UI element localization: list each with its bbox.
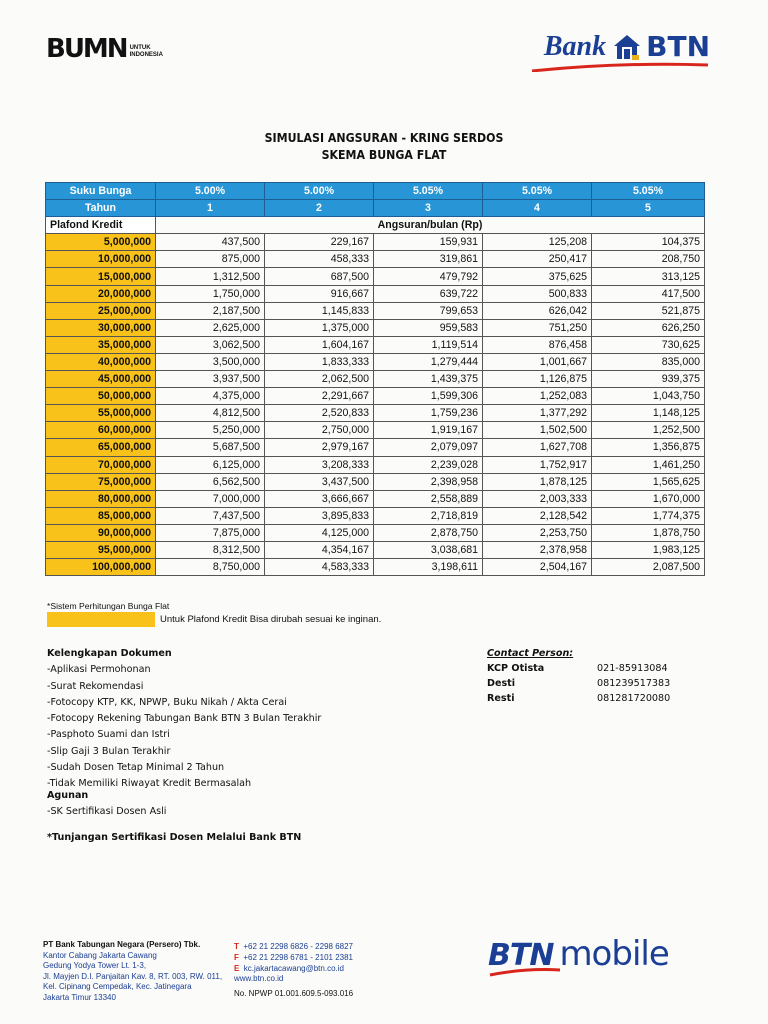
plafond-amount-cell: 100,000,000 bbox=[46, 559, 156, 576]
installment-cell: 2,378,958 bbox=[483, 541, 592, 558]
list-item: -Fotocopy Rekening Tabungan Bank BTN 3 Bulan Terakhir bbox=[47, 713, 322, 725]
installment-cell: 250,417 bbox=[483, 251, 592, 268]
collateral-item: -SK Sertifikasi Dosen Asli bbox=[47, 806, 167, 817]
installment-cell: 626,250 bbox=[592, 319, 705, 336]
table-row bbox=[46, 456, 705, 473]
angsuran-header: Angsuran/bulan (Rp) bbox=[156, 217, 705, 234]
plafond-amount-cell: 50,000,000 bbox=[46, 388, 156, 405]
address-line: Kel. Cipinang Cempedak, Kec. Jatinegara bbox=[43, 982, 192, 991]
installment-cell: 159,931 bbox=[374, 234, 483, 251]
rate-cell: 5.05% bbox=[483, 183, 592, 200]
documents-heading: Kelengkapan Dokumen bbox=[47, 648, 172, 659]
npwp-number: No. NPWP 01.001.609.5-093.016 bbox=[234, 989, 354, 999]
installment-cell: 2,253,750 bbox=[483, 524, 592, 541]
table-row bbox=[46, 405, 705, 422]
installment-cell: 3,895,833 bbox=[265, 507, 374, 524]
simulation-table bbox=[45, 182, 705, 576]
installment-cell: 2,558,889 bbox=[374, 490, 483, 507]
installment-cell: 1,312,500 bbox=[156, 268, 265, 285]
collateral-block bbox=[47, 788, 166, 820]
installment-cell: 2,079,097 bbox=[374, 439, 483, 456]
installment-cell: 1,461,250 bbox=[592, 456, 705, 473]
list-item: -Aplikasi Permohonan bbox=[47, 664, 151, 676]
contact-person-block bbox=[487, 646, 670, 706]
list-item: -Slip Gaji 3 Bulan Terakhir bbox=[47, 745, 171, 757]
tahun-label: Tahun bbox=[46, 200, 156, 217]
plafond-amount-cell: 70,000,000 bbox=[46, 456, 156, 473]
installment-cell: 3,666,667 bbox=[265, 490, 374, 507]
installment-cell: 4,125,000 bbox=[265, 524, 374, 541]
table-row bbox=[46, 541, 705, 558]
installment-cell: 375,625 bbox=[483, 268, 592, 285]
table-row bbox=[46, 371, 705, 388]
installment-cell: 751,250 bbox=[483, 319, 592, 336]
document-requirements bbox=[47, 646, 321, 793]
bank-word: Bank bbox=[543, 30, 607, 62]
table-row bbox=[46, 388, 705, 405]
column-header-row bbox=[46, 217, 705, 234]
rate-cell: 5.00% bbox=[265, 183, 374, 200]
rate-row bbox=[46, 183, 705, 200]
btn-mobile-btn-word: BTN bbox=[488, 938, 554, 973]
installment-cell: 687,500 bbox=[265, 268, 374, 285]
installment-cell: 1,833,333 bbox=[265, 353, 374, 370]
installment-cell: 1,599,306 bbox=[374, 388, 483, 405]
installment-cell: 1,878,750 bbox=[592, 524, 705, 541]
installment-cell: 2,128,542 bbox=[483, 507, 592, 524]
installment-cell: 7,000,000 bbox=[156, 490, 265, 507]
plafond-amount-cell: 75,000,000 bbox=[46, 473, 156, 490]
table-row bbox=[46, 422, 705, 439]
bumn-logo bbox=[46, 36, 163, 62]
plafond-amount-cell: 25,000,000 bbox=[46, 302, 156, 319]
company-name: PT Bank Tabungan Negara (Persero) Tbk. bbox=[43, 940, 201, 949]
installment-cell: 3,198,611 bbox=[374, 559, 483, 576]
plafond-amount-cell: 80,000,000 bbox=[46, 490, 156, 507]
plafond-amount-cell: 35,000,000 bbox=[46, 336, 156, 353]
installment-cell: 1,252,500 bbox=[592, 422, 705, 439]
bumn-logo-subtitle: UNTUK INDONESIA bbox=[129, 45, 163, 58]
tenor-cell: 3 bbox=[374, 200, 483, 217]
plafond-amount-cell: 85,000,000 bbox=[46, 507, 156, 524]
address-line: Jakarta Timur 13340 bbox=[43, 992, 116, 1002]
installment-cell: 2,239,028 bbox=[374, 456, 483, 473]
installment-cell: 1,919,167 bbox=[374, 422, 483, 439]
footer-address bbox=[43, 940, 222, 1003]
contact-name: Desti bbox=[487, 678, 516, 689]
plafond-amount-cell: 65,000,000 bbox=[46, 439, 156, 456]
installment-cell: 2,520,833 bbox=[265, 405, 374, 422]
tenor-row bbox=[46, 200, 705, 217]
contact-table bbox=[487, 661, 670, 706]
page-title: SIMULASI ANGSURAN - KRING SERDOS bbox=[264, 130, 504, 145]
btn-swoosh-icon bbox=[530, 62, 710, 72]
installment-cell: 835,000 bbox=[592, 353, 705, 370]
rate-cell: 5.05% bbox=[592, 183, 705, 200]
installment-cell: 1,145,833 bbox=[265, 302, 374, 319]
installment-cell: 3,500,000 bbox=[156, 353, 265, 370]
installment-cell: 1,750,000 bbox=[156, 285, 265, 302]
bank-btn-logo bbox=[544, 30, 710, 63]
plafond-amount-cell: 5,000,000 bbox=[46, 234, 156, 251]
table-row bbox=[46, 507, 705, 524]
table-row bbox=[46, 285, 705, 302]
table-row bbox=[46, 302, 705, 319]
installment-cell: 1,377,292 bbox=[483, 405, 592, 422]
tenor-cell: 2 bbox=[265, 200, 374, 217]
contact-heading: Contact Person: bbox=[487, 648, 574, 659]
installment-cell: 2,291,667 bbox=[265, 388, 374, 405]
installment-cell: 1,119,514 bbox=[374, 336, 483, 353]
suku-bunga-label: Suku Bunga bbox=[46, 183, 156, 200]
table-row bbox=[46, 234, 705, 251]
installment-cell: 1,126,875 bbox=[483, 371, 592, 388]
installment-cell: 208,750 bbox=[592, 251, 705, 268]
plafond-amount-cell: 20,000,000 bbox=[46, 285, 156, 302]
contact-name: KCP Otista bbox=[487, 663, 545, 674]
plafond-adjust-note: Untuk Plafond Kredit Bisa dirubah sesuai ke inginan. bbox=[160, 614, 382, 625]
installment-cell: 313,125 bbox=[592, 268, 705, 285]
rate-cell: 5.00% bbox=[156, 183, 265, 200]
installment-cell: 6,125,000 bbox=[156, 456, 265, 473]
installment-cell: 1,148,125 bbox=[592, 405, 705, 422]
installment-cell: 939,375 bbox=[592, 371, 705, 388]
rate-cell: 5.05% bbox=[374, 183, 483, 200]
installment-cell: 3,208,333 bbox=[265, 456, 374, 473]
installment-cell: 8,750,000 bbox=[156, 559, 265, 576]
installment-cell: 730,625 bbox=[592, 336, 705, 353]
contact-row bbox=[487, 676, 670, 691]
installment-cell: 4,375,000 bbox=[156, 388, 265, 405]
installment-cell: 799,653 bbox=[374, 302, 483, 319]
fax-line: F +62 21 2298 6781 - 2101 2381 bbox=[234, 952, 353, 962]
installment-cell: 4,812,500 bbox=[156, 405, 265, 422]
btn-word: BTN bbox=[646, 30, 710, 63]
collateral-heading: Agunan bbox=[47, 790, 89, 801]
contact-name: Resti bbox=[487, 693, 515, 704]
list-item: -Pasphoto Suami dan Istri bbox=[47, 729, 170, 741]
installment-cell: 2,625,000 bbox=[156, 319, 265, 336]
plafond-kredit-header: Plafond Kredit bbox=[46, 217, 156, 234]
installment-cell: 2,398,958 bbox=[374, 473, 483, 490]
installment-cell: 1,001,667 bbox=[483, 353, 592, 370]
tenor-cell: 4 bbox=[483, 200, 592, 217]
installment-cell: 1,252,083 bbox=[483, 388, 592, 405]
installment-cell: 8,312,500 bbox=[156, 541, 265, 558]
house-icon bbox=[612, 33, 642, 61]
installment-cell: 3,062,500 bbox=[156, 336, 265, 353]
table-row bbox=[46, 268, 705, 285]
installment-cell: 125,208 bbox=[483, 234, 592, 251]
flat-system-note: *Sistem Perhitungan Bunga Flat bbox=[47, 601, 170, 611]
installment-cell: 1,627,708 bbox=[483, 439, 592, 456]
footer-contacts bbox=[234, 942, 353, 1000]
installment-cell: 639,722 bbox=[374, 285, 483, 302]
table-row bbox=[46, 439, 705, 456]
installment-cell: 479,792 bbox=[374, 268, 483, 285]
installment-cell: 916,667 bbox=[265, 285, 374, 302]
plafond-amount-cell: 60,000,000 bbox=[46, 422, 156, 439]
installment-cell: 104,375 bbox=[592, 234, 705, 251]
plafond-amount-cell: 30,000,000 bbox=[46, 319, 156, 336]
table-row bbox=[46, 473, 705, 490]
installment-cell: 1,502,500 bbox=[483, 422, 592, 439]
phone-line: T +62 21 2298 6826 - 2298 6827 bbox=[234, 942, 353, 951]
installment-cell: 5,250,000 bbox=[156, 422, 265, 439]
installment-cell: 4,354,167 bbox=[265, 541, 374, 558]
installment-cell: 1,983,125 bbox=[592, 541, 705, 558]
installment-cell: 1,043,750 bbox=[592, 388, 705, 405]
plafond-amount-cell: 10,000,000 bbox=[46, 251, 156, 268]
installment-cell: 6,562,500 bbox=[156, 473, 265, 490]
installment-cell: 2,003,333 bbox=[483, 490, 592, 507]
installment-cell: 1,878,125 bbox=[483, 473, 592, 490]
installment-cell: 1,565,625 bbox=[592, 473, 705, 490]
contact-phone: 081281720080 bbox=[597, 693, 671, 704]
plafond-amount-cell: 40,000,000 bbox=[46, 353, 156, 370]
plafond-amount-cell: 90,000,000 bbox=[46, 524, 156, 541]
address-line: Gedung Yodya Tower Lt. 1-3, bbox=[43, 961, 147, 970]
allowance-note: *Tunjangan Sertifikasi Dosen Melalui Bank BTN bbox=[47, 832, 302, 843]
installment-cell: 1,439,375 bbox=[374, 371, 483, 388]
installment-cell: 876,458 bbox=[483, 336, 592, 353]
installment-cell: 2,979,167 bbox=[265, 439, 374, 456]
table-row bbox=[46, 524, 705, 541]
installment-cell: 959,583 bbox=[374, 319, 483, 336]
installment-cell: 2,750,000 bbox=[265, 422, 374, 439]
table-row bbox=[46, 559, 705, 576]
installment-cell: 229,167 bbox=[265, 234, 374, 251]
table-row bbox=[46, 251, 705, 268]
contact-row bbox=[487, 691, 670, 706]
plafond-amount-cell: 95,000,000 bbox=[46, 541, 156, 558]
plafond-amount-cell: 55,000,000 bbox=[46, 405, 156, 422]
installment-cell: 626,042 bbox=[483, 302, 592, 319]
list-item: -Sudah Dosen Tetap Minimal 2 Tahun bbox=[47, 762, 225, 774]
plafond-amount-cell: 45,000,000 bbox=[46, 371, 156, 388]
installment-cell: 7,437,500 bbox=[156, 507, 265, 524]
tenor-cell: 1 bbox=[156, 200, 265, 217]
installment-cell: 1,604,167 bbox=[265, 336, 374, 353]
mobile-swoosh-icon bbox=[488, 967, 562, 977]
installment-cell: 417,500 bbox=[592, 285, 705, 302]
installment-cell: 4,583,333 bbox=[265, 559, 374, 576]
installment-cell: 521,875 bbox=[592, 302, 705, 319]
contact-phone: 081239517383 bbox=[597, 678, 671, 689]
installment-cell: 1,279,444 bbox=[374, 353, 483, 370]
installment-cell: 2,087,500 bbox=[592, 559, 705, 576]
installment-cell: 1,752,917 bbox=[483, 456, 592, 473]
table-row bbox=[46, 490, 705, 507]
installment-cell: 3,038,681 bbox=[374, 541, 483, 558]
legend-yellow-swatch bbox=[47, 612, 155, 627]
installment-cell: 1,375,000 bbox=[265, 319, 374, 336]
installment-cell: 3,937,500 bbox=[156, 371, 265, 388]
installment-cell: 1,356,875 bbox=[592, 439, 705, 456]
page-subtitle: SKEMA BUNGA FLAT bbox=[321, 147, 447, 162]
email-line: E kc.jakartacawang@btn.co.id bbox=[234, 963, 344, 973]
installment-cell: 5,687,500 bbox=[156, 439, 265, 456]
table-row bbox=[46, 353, 705, 370]
contact-phone: 021-85913084 bbox=[597, 663, 668, 674]
installment-cell: 1,759,236 bbox=[374, 405, 483, 422]
installment-cell: 2,878,750 bbox=[374, 524, 483, 541]
installment-cell: 437,500 bbox=[156, 234, 265, 251]
list-item: -Tidak Memiliki Riwayat Kredit Bermasalah bbox=[47, 778, 252, 790]
list-item: -Surat Rekomendasi bbox=[47, 680, 144, 692]
installment-cell: 3,437,500 bbox=[265, 473, 374, 490]
btn-mobile-word: mobile bbox=[559, 934, 669, 974]
installment-cell: 1,774,375 bbox=[592, 507, 705, 524]
bumn-logo-text: BUMN bbox=[46, 34, 127, 64]
plafond-amount-cell: 15,000,000 bbox=[46, 268, 156, 285]
address-line: Jl. Mayjen D.I. Panjaitan Kav. 8, RT. 003, RW. 011, bbox=[43, 971, 223, 981]
installment-cell: 319,861 bbox=[374, 251, 483, 268]
installment-cell: 7,875,000 bbox=[156, 524, 265, 541]
tenor-cell: 5 bbox=[592, 200, 705, 217]
website-link[interactable]: www.btn.co.id bbox=[234, 974, 284, 984]
installment-cell: 500,833 bbox=[483, 285, 592, 302]
address-line: Kantor Cabang Jakarta Cawang bbox=[43, 950, 157, 960]
table-row bbox=[46, 336, 705, 353]
installment-cell: 2,187,500 bbox=[156, 302, 265, 319]
installment-cell: 2,718,819 bbox=[374, 507, 483, 524]
installment-cell: 458,333 bbox=[265, 251, 374, 268]
installment-cell: 875,000 bbox=[156, 251, 265, 268]
table-row bbox=[46, 319, 705, 336]
installment-cell: 1,670,000 bbox=[592, 490, 705, 507]
installment-cell: 2,062,500 bbox=[265, 371, 374, 388]
contact-row bbox=[487, 661, 670, 676]
installment-cell: 2,504,167 bbox=[483, 559, 592, 576]
list-item: -Fotocopy KTP, KK, NPWP, Buku Nikah / Akta Cerai bbox=[47, 696, 287, 708]
